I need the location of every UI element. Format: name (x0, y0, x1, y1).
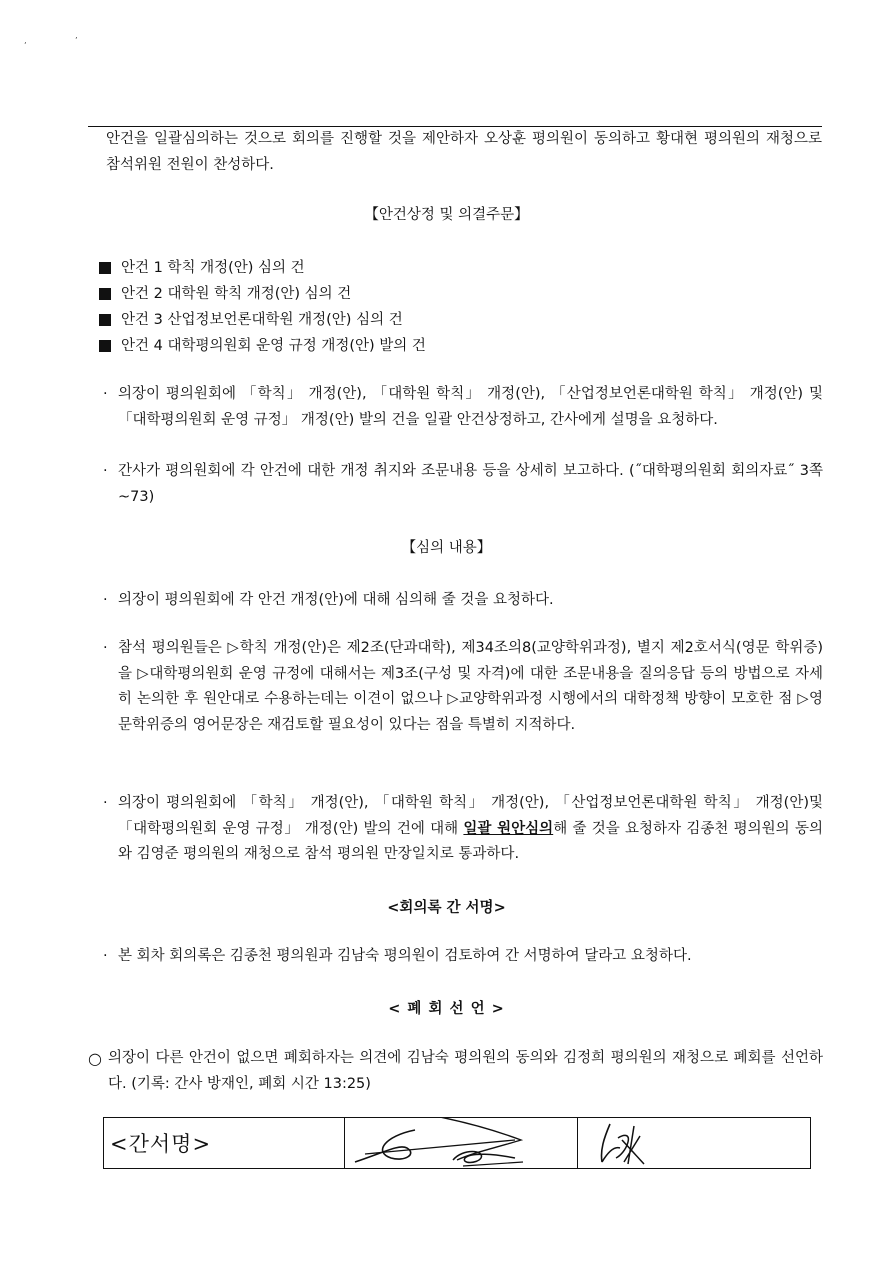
signature-cell-2 (578, 1118, 811, 1169)
square-bullet-icon (99, 262, 111, 274)
review-item (103, 588, 823, 614)
intro-paragraph: 안건을 일괄심의하는 것으로 회의를 진행할 것을 제안하자 오상훈 평의원이 동의하고 황대현 평의원의 재청으로 참석위원 전원이 찬성하다. (106, 131, 822, 173)
resolution-text-after: 해 줄 것을 요청하자 김종천 평의원의 동의와 김영준 평의원의 재청으로 참석 평의원 만장일치로 통과하다. (118, 820, 823, 862)
bullet-dot-icon: · (103, 592, 108, 608)
review-item-text: 참석 평의원들은 ▷학칙 개정(안)은 제2조(단과대학), 제34조의8(교양학위과정), 별지 제2호서식(영문 학위증)을 ▷대학평의원회 운영 규정에 대해서는 제3조(구성 및 자격)에 대한 조문내용을 질의응답 등의 방법으로 자세히 논의한 후 원안대로 수용하는데는 이견이 없으나 ▷교양학위과정 시행에서의 대학정책 방향이 모호한 점 ▷영문학위증의 영어문장은 재검토할 필요성이 있다는 점을 특별히 지적하다. (118, 640, 823, 733)
review-item-text: 의장이 평의원회에 각 안건 개정(안)에 대해 심의해 줄 것을 요청하다. (118, 592, 554, 608)
stray-mark: ’ (75, 36, 78, 45)
review-item (103, 636, 823, 738)
agenda-item-label: 안건 4 대학평의원회 운영 규정 개정(안) 발의 건 (121, 338, 426, 354)
resolution-text (118, 791, 823, 868)
agenda-item (99, 333, 699, 359)
minutes-sign-item (103, 944, 823, 970)
signature-2-graphic (578, 1118, 810, 1168)
stray-mark: ‚ (24, 36, 27, 45)
square-bullet-icon (99, 340, 111, 352)
bullet-dot-icon: · (103, 463, 108, 479)
agenda-note-text: 의장이 평의원회에 「학칙」 개정(안), 「대학원 학칙」 개정(안), 「산업정보언론대학원 학칙」 개정(안) 및 「대학평의원회 운영 규정」 개정(안) 발의 건을 일괄 안건상정하고, 간사에게 설명을 요청하다. (118, 386, 823, 428)
resolution-item (103, 791, 823, 868)
minutes-sign-heading: <회의록 간 서명> (387, 900, 506, 916)
closing-item (88, 1046, 823, 1097)
resolution-emphasis: 일괄 원안심의 (463, 820, 554, 837)
minutes-sign-text: 본 회차 회의록은 김종천 평의원과 김남숙 평의원이 검토하여 간 서명하여 달라고 요청하다. (118, 948, 692, 964)
review-heading: 【심의 내용】 (401, 540, 492, 556)
agenda-item (99, 281, 699, 307)
square-bullet-icon (99, 314, 111, 326)
agenda-item (99, 255, 699, 281)
circle-bullet-icon: ○ (88, 1049, 102, 1068)
agenda-item-label: 안건 3 산업정보언론대학원 개정(안) 심의 건 (121, 312, 403, 328)
agenda-item (99, 307, 699, 333)
closing-text: 의장이 다른 안건이 없으면 폐회하자는 의견에 김남숙 평의원의 동의와 김정희 평의원의 재청으로 폐회를 선언하다. (기록: 간사 방재인, 폐회 시간 13:25) (108, 1050, 823, 1092)
bullet-dot-icon: · (103, 386, 108, 402)
signature-label: <간서명> (104, 1118, 345, 1169)
bullet-dot-icon: · (103, 795, 108, 811)
bullet-dot-icon: · (103, 640, 108, 656)
square-bullet-icon (99, 288, 111, 300)
signature-table (103, 1117, 811, 1169)
agenda-note-text: 간사가 평의원회에 각 안건에 대한 개정 취지와 조문내용 등을 상세히 보고하다. (˝대학평의원회 회의자료˝ 3쪽~73) (118, 463, 823, 505)
signature-cell-1 (345, 1118, 578, 1169)
agenda-item-label: 안건 1 학칙 개정(안) 심의 건 (121, 260, 305, 276)
signature-1-graphic (345, 1118, 577, 1168)
bullet-dot-icon: · (103, 948, 108, 964)
agenda-list (99, 255, 699, 359)
agenda-heading: 【안건상정 및 의결주문】 (364, 207, 529, 223)
agenda-item-label: 안건 2 대학원 학칙 개정(안) 심의 건 (121, 286, 352, 302)
agenda-note (103, 382, 823, 433)
agenda-note (103, 459, 823, 510)
resolution-text-before: 의장이 평의원회에 「학칙」 개정(안), 「대학원 학칙」 개정(안), 「산업정보언론대학원 학칙」 개정(안)및 「대학평의원회 운영 규정」 개정(안) 발의 건에 대해 (118, 795, 823, 837)
closing-heading: < 폐 회 선 언 > (388, 1001, 505, 1017)
